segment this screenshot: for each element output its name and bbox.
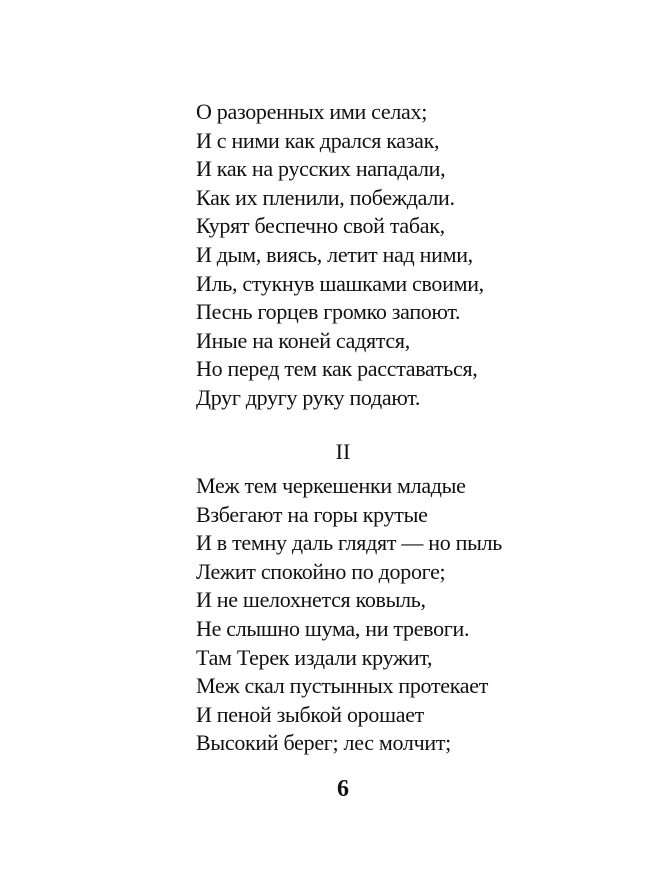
poem-line: Не слышно шума, ни тревоги. [196, 615, 470, 641]
poem-line: Друг другу руку подают. [196, 384, 421, 410]
stanza-1 [196, 98, 484, 413]
poem-line: Но перед тем как расставаться, [196, 356, 478, 382]
poem-line: Курят беспечно свой табак, [196, 213, 445, 239]
poem-line: И в темну даль глядят — но пыль [196, 530, 502, 556]
poem-line: Меж тем черкешенки младые [196, 473, 466, 498]
stanza-2 [196, 472, 502, 758]
poem-line: Высокий берег; лес молчит; [196, 730, 451, 756]
poem-line: И с ними как дрался казак, [196, 127, 440, 153]
poem-line: И пеной зыбкой орошает [196, 701, 424, 727]
poem-line: Лежит спокойно по дороге; [196, 558, 446, 584]
poem-line: Иные на коней садятся, [196, 327, 410, 353]
section-numeral: II [335, 439, 351, 464]
poem-line: Там Терек издали кружит, [196, 644, 433, 670]
poem-line: И не шелохнется ковыль, [196, 587, 426, 613]
poem-line: И дым, виясь, летит над ними, [196, 241, 473, 267]
poem-line: Взбегают на горы крутые [196, 501, 428, 527]
poem-line: Как их пленили, побеждали. [196, 184, 455, 210]
poem-line: О разоренных ими селах; [196, 99, 428, 124]
poem-line: Иль, стукнув шашками своими, [196, 270, 484, 296]
poem-line: И как на русских нападали, [196, 156, 446, 182]
poem-line: Меж скал пустынных протекает [196, 673, 489, 699]
poem-line: Песнь горцев громко запоют. [196, 299, 461, 325]
page-number: 6 [337, 776, 349, 802]
